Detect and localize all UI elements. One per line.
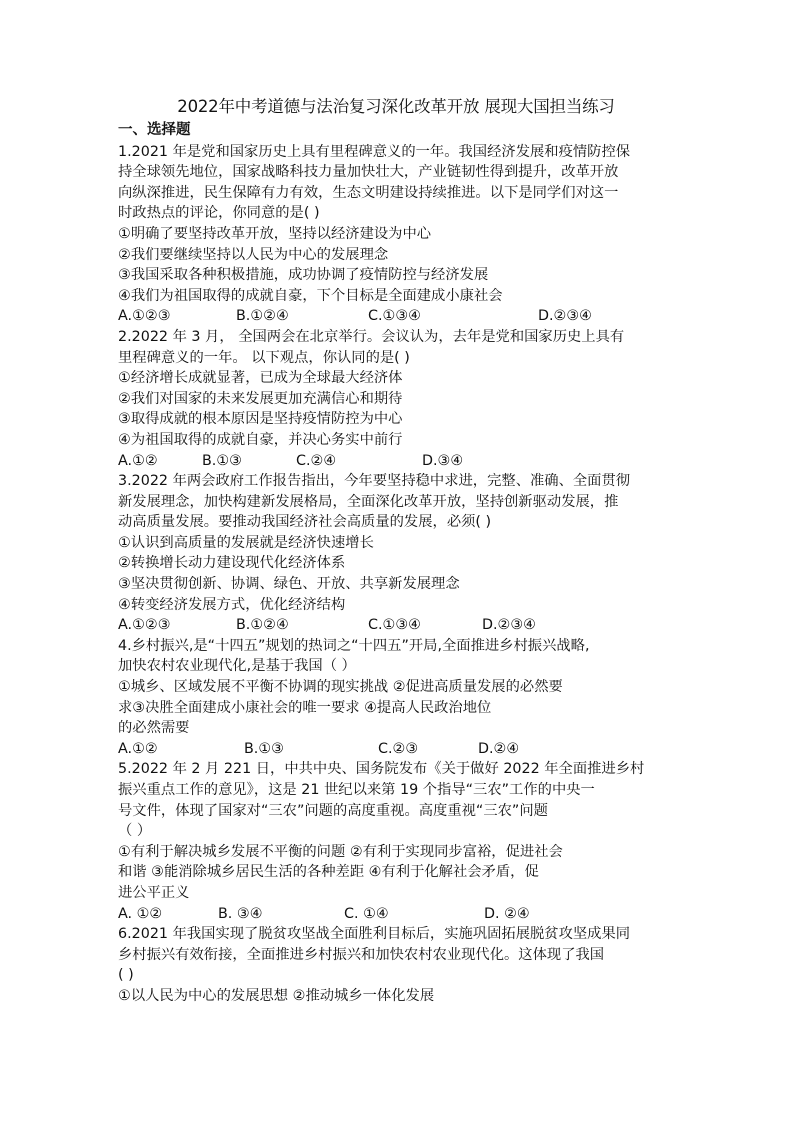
answer-choices (118, 615, 678, 636)
stem-line: 时政热点的评论，你同意的是( ) (118, 205, 320, 222)
question-2 (118, 327, 678, 471)
statement-option: ①明确了要坚持改革开放，坚持以经济建设为中心 (118, 225, 432, 242)
stem-line: 向纵深推进，民生保障有力有效，生态文明建设持续推进。以下是同学们对这一 (118, 184, 619, 201)
stem-line: 5.2022 年 2 月 221 日，中共中央、国务院发布《关于做好 2022 年全面推进乡村 (118, 761, 645, 778)
question-5 (118, 759, 678, 924)
choice-c: C. ①④ (344, 905, 389, 922)
statement-option: ①经济增长成就显著，已成为全球最大经济体 (118, 370, 403, 387)
answer-choices (118, 306, 678, 327)
statement-line: ①有利于解决城乡发展不平衡的问题 ②有利于实现同步富裕，促进社会 (118, 843, 563, 860)
stem-line: ( ) (118, 967, 134, 984)
answer-choices (118, 451, 678, 472)
choice-b: B.①③ (202, 452, 242, 469)
stem-line: 4.乡村振兴,是“十四五”规划的热词之“十四五”开局,全面推进乡村振兴战略, (118, 637, 590, 654)
stem-line: 号文件，体现了国家对“三农”问题的高度重视。高度重视“三农”问题 (118, 802, 548, 819)
question-1 (118, 142, 678, 327)
statement-option: ①认识到高质量的发展就是经济快速增长 (118, 534, 374, 551)
stem-line: 1.2021 年是党和国家历史上具有里程碑意义的一年。我国经济发展和疫情防控保 (118, 143, 631, 160)
statement-line: 进公平正义 (118, 884, 190, 901)
statement-option: ③坚决贯彻创新、协调、绿色、开放、共享新发展理念 (118, 576, 460, 593)
choice-d: D.②③④ (482, 617, 537, 634)
choice-d: D. ②④ (484, 905, 530, 922)
stem-line: 振兴重点工作的意见》，这是 21 世纪以来第 19 个指导“三农”工作的中央一 (118, 782, 595, 798)
choice-a: A. ①② (118, 905, 163, 922)
choice-c: C.①③④ (368, 617, 421, 634)
page-title: 2022年中考道德与法治复习深化改革开放 展现大国担当练习 (177, 97, 615, 116)
statement-option: ③我国采取各种积极措施，成功协调了疫情防控与经济发展 (118, 267, 489, 284)
choice-c: C.①③④ (368, 308, 421, 325)
statement-line: ①城乡、区域发展不平衡不协调的现实挑战 ②促进高质量发展的必然要 (118, 679, 563, 696)
stem-line: 6.2021 年我国实现了脱贫攻坚战全面胜利目标后，实施巩固拓展脱贫攻坚成果同 (118, 926, 631, 943)
statement-option: ②转换增长动力建设现代化经济体系 (118, 555, 346, 572)
statement-line: 和谐 ③能消除城乡居民生活的各种差距 ④有利于化解社会矛盾，促 (118, 864, 539, 881)
stem-line: 新发展理念，加快构建新发展格局，全面深化改革开放，坚持创新驱动发展，推 (118, 493, 619, 510)
section-heading: 一、选择题 (118, 122, 191, 138)
question-3 (118, 471, 678, 636)
statement-option: ④为祖国取得的成就自豪，并决心务实中前行 (118, 431, 403, 448)
statement-line: ①以人民为中心的发展思想 ②推动城乡一体化发展 (118, 987, 435, 1004)
statement-option: ③取得成就的根本原因是坚持疫情防控为中心 (118, 411, 403, 428)
stem-line: 3.2022 年两会政府工作报告指出，今年要坚持稳中求进，完整、准确、全面贯彻 (118, 473, 631, 490)
choice-b: B.①②④ (236, 308, 289, 325)
choice-a: A.①②③ (118, 308, 171, 325)
statement-line: 求③决胜全面建成小康社会的唯一要求 ④提高人民政治地位 (118, 699, 492, 716)
statement-option: ②我们要继续坚持以人民为中心的发展理念 (118, 246, 389, 263)
stem-line: 里程碑意义的一年。 以下观点，你认同的是( ) (118, 349, 410, 366)
question-6 (118, 924, 678, 1006)
stem-line: （ ） (118, 823, 152, 840)
stem-line: 2.2022 年 3 月， 全国两会在北京举行。会议认为，去年是党和国家历史上具有 (118, 328, 625, 345)
choice-d: D.③④ (422, 452, 464, 469)
question-4 (118, 636, 678, 760)
stem-line: 动高质量发展。要推动我国经济社会高质量的发展，必须( ) (118, 514, 492, 531)
statement-option: ④我们为祖国取得的成就自豪，下个目标是全面建成小康社会 (118, 287, 503, 304)
answer-choices (118, 904, 678, 925)
exam-page (118, 96, 678, 1007)
choice-b: B. ③④ (218, 905, 263, 922)
choice-c: C.②④ (296, 452, 337, 469)
question-stem (118, 142, 678, 224)
statement-line: 的必然需要 (118, 720, 190, 737)
choice-b: B.①②④ (236, 617, 289, 634)
stem-line: 加快农村农业现代化,是基于我国（ ） (118, 658, 356, 675)
answer-choices (118, 739, 678, 760)
choice-d: D.②④ (478, 740, 520, 757)
stem-line: 持全球领先地位，国家战略科技力量加快壮大，产业链韧性得到提升，改革开放 (118, 164, 619, 181)
choice-a: A.①② (118, 740, 158, 757)
stem-line: 乡村振兴有效衔接，全面推进乡村振兴和加快农村农业现代化。这体现了我国 (118, 946, 605, 963)
statement-option: ②我们对国家的未来发展更加充满信心和期待 (118, 390, 403, 407)
choice-a: A.①②③ (118, 617, 171, 634)
statement-option: ④转变经济发展方式，优化经济结构 (118, 596, 346, 613)
choice-b: B.①③ (244, 740, 284, 757)
choice-d: D.②③④ (538, 308, 593, 325)
choice-a: A.①② (118, 452, 158, 469)
choice-c: C.②③ (378, 740, 419, 757)
